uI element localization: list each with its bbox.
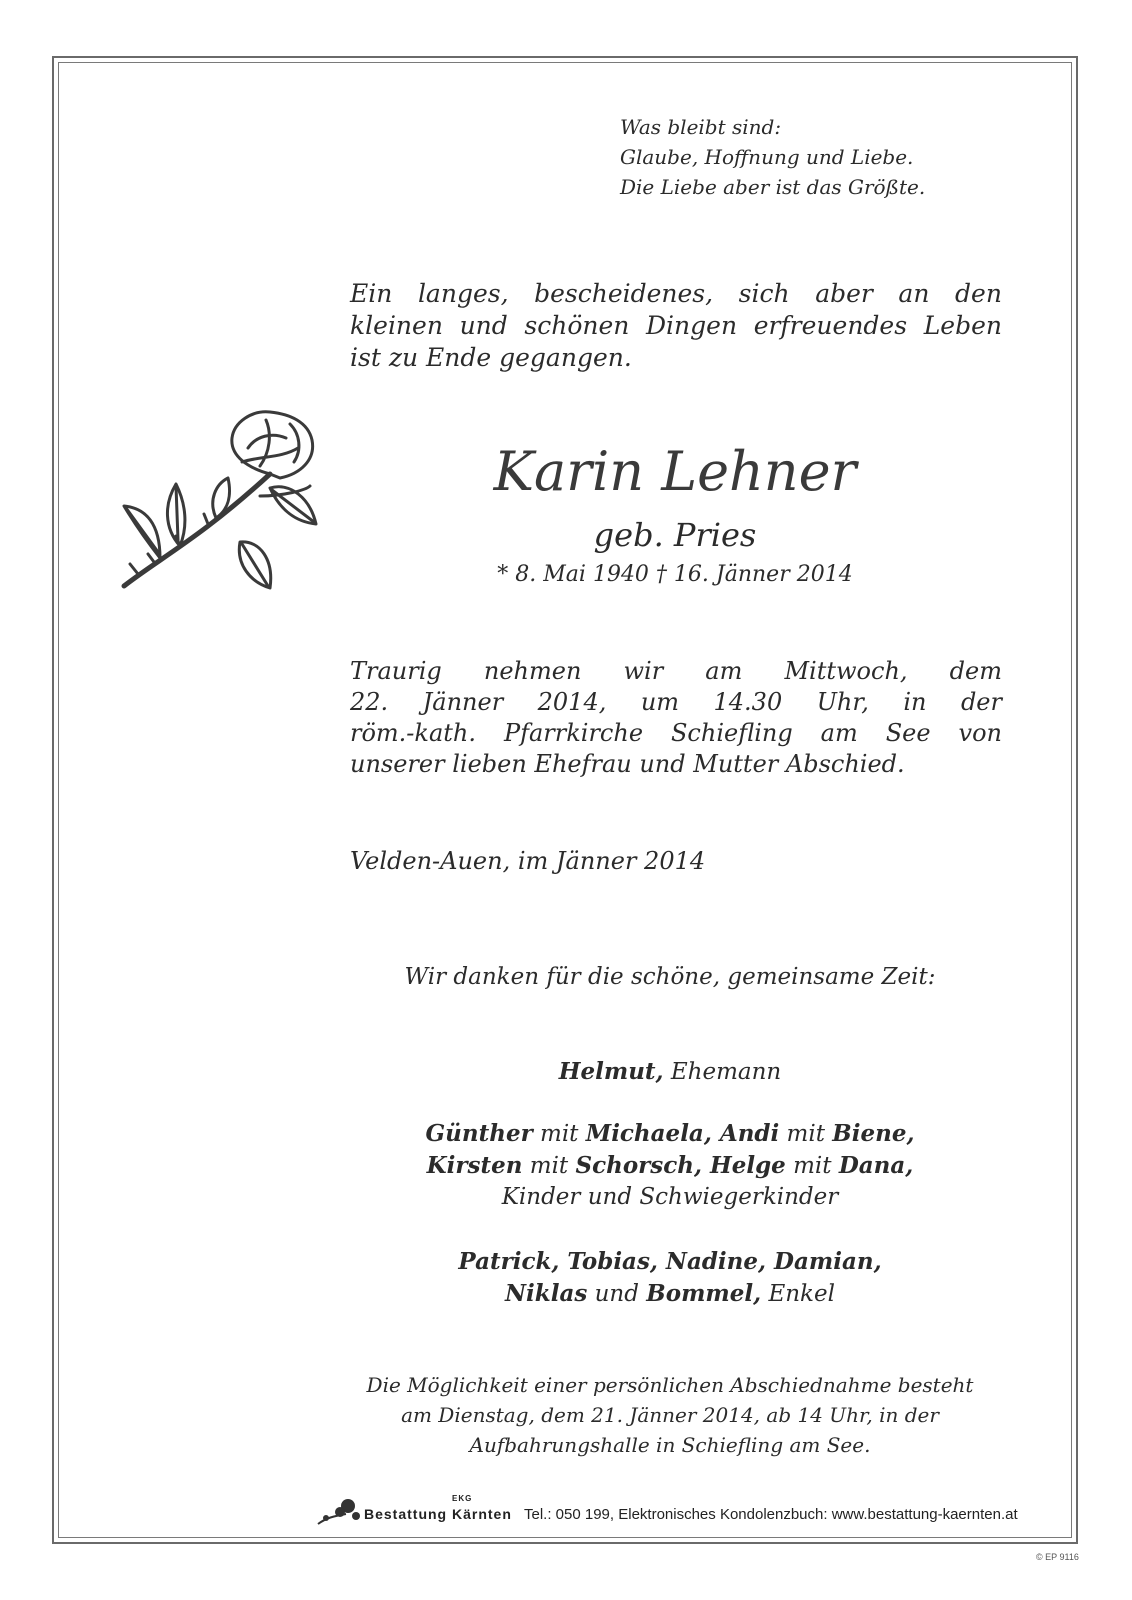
word: langes, xyxy=(417,279,509,308)
thanks-line: Wir danken für die schöne, gemeinsame Zeit: xyxy=(404,964,936,990)
service-line: unserer lieben Ehefrau und Mutter Abschied. xyxy=(350,750,905,778)
grandchildren-line xyxy=(330,1246,1010,1278)
word: 14.30 xyxy=(713,688,783,716)
grandchildren-line xyxy=(330,1278,1010,1310)
grandchild-name: Bommel, xyxy=(646,1280,762,1307)
word: Traurig xyxy=(350,657,442,685)
spouse-name: Helmut, xyxy=(558,1058,664,1085)
life-dates: * 8. Mai 1940 † 16. Jänner 2014 xyxy=(497,562,853,587)
word: bescheidenes, xyxy=(534,279,714,308)
connector: mit xyxy=(522,1153,576,1179)
children-line xyxy=(330,1150,1010,1182)
connector: mit xyxy=(532,1121,586,1147)
brand-name: Bestattung Kärnten xyxy=(364,1506,512,1522)
service-line xyxy=(350,687,1002,718)
brand-small: EKG xyxy=(452,1494,473,1503)
family-grandchildren xyxy=(330,1246,1010,1310)
child-name: Schorsch, xyxy=(575,1152,702,1179)
children-line xyxy=(330,1118,1010,1150)
word: der xyxy=(960,688,1002,716)
child-name: Günther xyxy=(425,1120,533,1147)
viewing-line: Die Möglichkeit einer persönlichen Abschiednahme besteht xyxy=(366,1373,974,1397)
footer xyxy=(312,1494,1018,1530)
motto-line: Die Liebe aber ist das Größte. xyxy=(620,175,926,199)
place-date: Velden-Auen, im Jänner 2014 xyxy=(350,847,706,875)
word: röm.-kath. xyxy=(350,719,476,747)
word: am xyxy=(705,657,743,685)
grandchild-name: Niklas xyxy=(505,1280,588,1307)
word: Leben xyxy=(923,311,1002,340)
bestattung-logo-icon xyxy=(316,1496,362,1526)
intro-line xyxy=(350,310,1002,342)
motto-line: Glaube, Hoffnung und Liebe. xyxy=(620,145,914,169)
motto-line: Was bleibt sind: xyxy=(620,115,782,139)
family-children xyxy=(330,1118,1010,1213)
intro-line: ist zu Ende gegangen. xyxy=(350,343,632,372)
child-name: Biene, xyxy=(832,1120,915,1147)
word: Pfarrkirche xyxy=(503,719,644,747)
viewing-line: Aufbahrungshalle in Schiefling am See. xyxy=(469,1433,871,1457)
maiden-name: geb. Pries xyxy=(593,516,757,554)
connector: mit xyxy=(779,1121,833,1147)
child-name: Dana, xyxy=(838,1152,914,1179)
word: an xyxy=(898,279,930,308)
word: sich xyxy=(738,279,790,308)
word: nehmen xyxy=(483,657,582,685)
viewing-line: am Dienstag, dem 21. Jänner 2014, ab 14 Uhr, in der xyxy=(401,1403,939,1427)
word: 2014, xyxy=(537,688,607,716)
word: Jänner xyxy=(422,688,504,716)
word: dem xyxy=(949,657,1002,685)
word: erfreuendes xyxy=(753,311,908,340)
grandchildren-role: Enkel xyxy=(761,1281,835,1307)
print-code: © EP 9116 xyxy=(1036,1552,1079,1562)
word: in xyxy=(903,688,927,716)
word: um xyxy=(640,688,680,716)
contact-info: Tel.: 050 199, Elektronisches Kondolenzbuch: www.bestattung-kaernten.at xyxy=(524,1506,1018,1523)
grandchild-names: Patrick, Tobias, Nadine, Damian, xyxy=(458,1248,882,1275)
child-name: Kirsten xyxy=(426,1152,523,1179)
service-announcement xyxy=(350,656,1002,780)
word: Schiefling xyxy=(670,719,793,747)
viewing-notice xyxy=(330,1370,1010,1460)
word: den xyxy=(955,279,1002,308)
service-line xyxy=(350,718,1002,749)
rose-icon xyxy=(120,408,325,608)
word: Ein xyxy=(350,279,393,308)
deceased-name: Karin Lehner xyxy=(493,440,857,503)
children-role: Kinder und Schwiegerkinder xyxy=(501,1184,839,1210)
child-name: Helge xyxy=(701,1152,786,1179)
word: aber xyxy=(815,279,873,308)
word: schönen xyxy=(524,311,630,340)
word: kleinen xyxy=(350,311,443,340)
word: von xyxy=(958,719,1002,747)
service-line xyxy=(350,656,1002,687)
word: am xyxy=(820,719,858,747)
word: See xyxy=(885,719,931,747)
word: Dingen xyxy=(646,311,738,340)
family-spouse xyxy=(330,1056,1010,1088)
connector: und xyxy=(587,1281,647,1307)
child-name: Michaela, xyxy=(585,1120,712,1147)
child-name: Andi xyxy=(711,1120,780,1147)
word: Uhr, xyxy=(816,688,869,716)
word: 22. xyxy=(350,688,389,716)
intro-line xyxy=(350,278,1002,310)
motto-quote xyxy=(620,112,925,202)
connector: mit xyxy=(785,1153,839,1179)
word: wir xyxy=(623,657,664,685)
word: und xyxy=(459,311,508,340)
spouse-role: Ehemann xyxy=(663,1059,782,1085)
word: Mittwoch, xyxy=(784,657,908,685)
intro-paragraph xyxy=(350,278,1002,374)
